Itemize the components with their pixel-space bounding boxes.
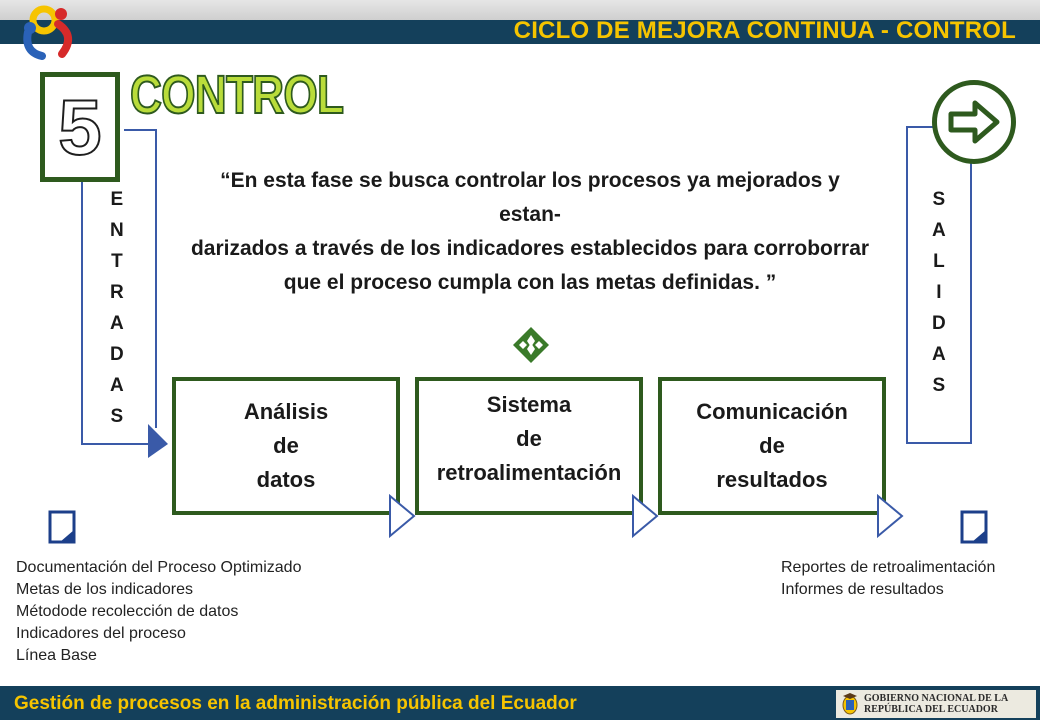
process-step-line: de: [759, 433, 785, 458]
quote-line: que el proceso cumpla con las metas definidas. ”: [283, 271, 777, 294]
process-step-analisis: [172, 377, 400, 515]
phase-description-quote: [190, 164, 870, 300]
flow-arrow-icon: [874, 494, 908, 540]
list-item: Línea Base: [16, 647, 97, 664]
header-title: CICLO DE MEJORA CONTINUA - CONTROL: [513, 17, 1016, 44]
list-item: Metas de los indicadores: [16, 581, 193, 598]
salidas-letter: S: [932, 375, 946, 396]
list-item: Reportes de retroalimentación: [781, 559, 996, 576]
entradas-letter: D: [110, 344, 124, 365]
footer-text: Gestión de procesos en la administración pública del Ecuador: [14, 693, 577, 714]
process-step-line: de: [516, 426, 542, 451]
salidas-letter: I: [936, 282, 942, 303]
right-arrow-icon: [937, 85, 1011, 159]
inputs-list: [16, 557, 301, 667]
entradas-letter: A: [110, 375, 124, 396]
footer-brand-text: [864, 693, 1008, 715]
process-step-line: Sistema: [486, 392, 572, 417]
salidas-letter: S: [932, 189, 946, 210]
list-item: Documentación del Proceso Optimizado: [16, 559, 302, 576]
document-icon: [960, 510, 988, 544]
process-step-comunicacion: [658, 377, 886, 515]
brand-line: GOBIERNO NACIONAL DE LA: [864, 693, 1009, 704]
process-step-line: Análisis: [243, 399, 329, 424]
document-icon: [48, 510, 76, 544]
entradas-arrowhead-icon: [148, 424, 168, 458]
phase-title: CONTROL: [130, 65, 344, 125]
salidas-label: [932, 184, 946, 401]
process-step-line: de: [273, 433, 299, 458]
outputs-list: [781, 557, 995, 601]
entradas-letter: A: [110, 313, 124, 334]
flow-arrow-icon: [386, 494, 420, 540]
entradas-letter: S: [110, 406, 124, 427]
salidas-letter: L: [933, 251, 945, 272]
entradas-letter: N: [110, 220, 124, 241]
entradas-label: [110, 184, 124, 432]
process-step-line: Comunicación: [696, 399, 848, 424]
entradas-letter: E: [110, 189, 124, 210]
quote-line: “En esta fase se busca controlar los procesos ya mejorados y estan-: [220, 169, 840, 226]
diamond-ornament-icon: [512, 326, 550, 364]
entradas-connector: [78, 128, 178, 458]
brand-line: REPÚBLICA DEL ECUADOR: [864, 704, 998, 715]
salidas-letter: A: [932, 344, 946, 365]
quote-line: darizados a través de los indicadores establecidos para corroborrar: [190, 237, 870, 260]
process-step-line: resultados: [716, 467, 828, 492]
list-item: Indicadores del proceso: [16, 625, 186, 642]
coat-of-arms-icon: [840, 692, 860, 716]
list-item: Métodode recolección de datos: [16, 603, 239, 620]
process-step-line: retroalimentación: [436, 460, 622, 485]
entradas-letter: T: [111, 251, 123, 272]
flow-arrow-icon: [629, 494, 663, 540]
government-logo-icon: [18, 2, 82, 62]
list-item: Informes de resultados: [781, 581, 944, 598]
process-step-sistema: [415, 377, 643, 515]
entradas-letter: R: [110, 282, 124, 303]
salidas-letter: D: [932, 313, 946, 334]
salidas-letter: A: [932, 220, 946, 241]
process-step-line: datos: [256, 467, 316, 492]
output-arrow-circle: [932, 80, 1016, 164]
phase-number: 5: [58, 82, 102, 171]
